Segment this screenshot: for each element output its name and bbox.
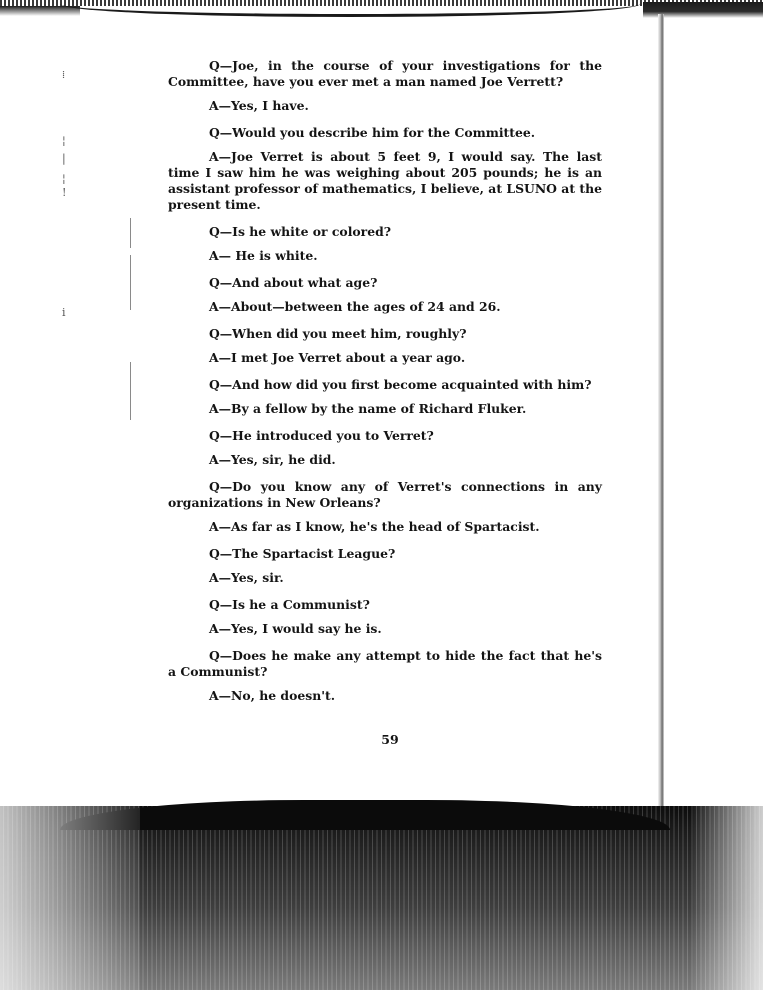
gutter-mark bbox=[130, 255, 131, 310]
question-paragraph: Q—Do you know any of Verret's connections in any organizations in New Orleans? bbox=[168, 479, 602, 510]
question-paragraph: Q—Joe, in the course of your investigations for the Committee, have you ever met a man named Joe Verrett? bbox=[168, 58, 602, 89]
question-paragraph: Q—The Spartacist League? bbox=[209, 546, 396, 561]
scan-bottom-right-fade bbox=[693, 806, 763, 990]
margin-specks: ⁞ ¦ | ¦ ! ⅰ bbox=[62, 68, 67, 319]
question-paragraph: Q—And about what age? bbox=[209, 275, 378, 290]
answer-paragraph: A—Yes, I have. bbox=[209, 98, 309, 113]
answer-paragraph: A— He is white. bbox=[209, 248, 318, 263]
question-paragraph: Q—Is he white or colored? bbox=[209, 224, 391, 239]
scan-top-page-curl bbox=[60, 4, 640, 17]
transcript-body bbox=[168, 58, 602, 704]
scan-top-left-shadow bbox=[0, 6, 80, 16]
question-paragraph: Q—When did you meet him, roughly? bbox=[209, 326, 467, 341]
answer-paragraph: A—Yes, sir. bbox=[209, 570, 284, 585]
question-paragraph: Q—Does he make any attempt to hide the fact that he's a Communist? bbox=[168, 648, 602, 679]
answer-paragraph: A—About—between the ages of 24 and 26. bbox=[209, 299, 501, 314]
gutter-mark bbox=[130, 362, 131, 420]
answer-paragraph: A—As far as I know, he's the head of Spartacist. bbox=[209, 519, 540, 534]
answer-paragraph: A—By a fellow by the name of Richard Fluker. bbox=[209, 401, 527, 416]
question-paragraph: Q—Is he a Communist? bbox=[209, 597, 370, 612]
scan-bottom-left-fade bbox=[0, 806, 140, 990]
answer-paragraph: A—Joe Verret is about 5 feet 9, I would say. The last time I saw him he was weighing about 205 pounds; he is an assistant professor of mathematics, I believe, at LSUNO at the present time. bbox=[168, 149, 602, 212]
page-right-edge bbox=[658, 14, 664, 814]
question-paragraph: Q—He introduced you to Verret? bbox=[209, 428, 434, 443]
answer-paragraph: A—No, he doesn't. bbox=[209, 688, 336, 703]
question-paragraph: Q—And how did you first become acquainted with him? bbox=[209, 377, 592, 392]
gutter-mark bbox=[130, 218, 131, 248]
scan-bottom-page-curl bbox=[60, 800, 670, 830]
answer-paragraph: A—Yes, sir, he did. bbox=[209, 452, 336, 467]
answer-paragraph: A—I met Joe Verret about a year ago. bbox=[209, 350, 466, 365]
answer-paragraph: A—Yes, I would say he is. bbox=[209, 621, 382, 636]
question-paragraph: Q—Would you describe him for the Committee. bbox=[209, 125, 536, 140]
page-number: 59 bbox=[381, 732, 399, 747]
